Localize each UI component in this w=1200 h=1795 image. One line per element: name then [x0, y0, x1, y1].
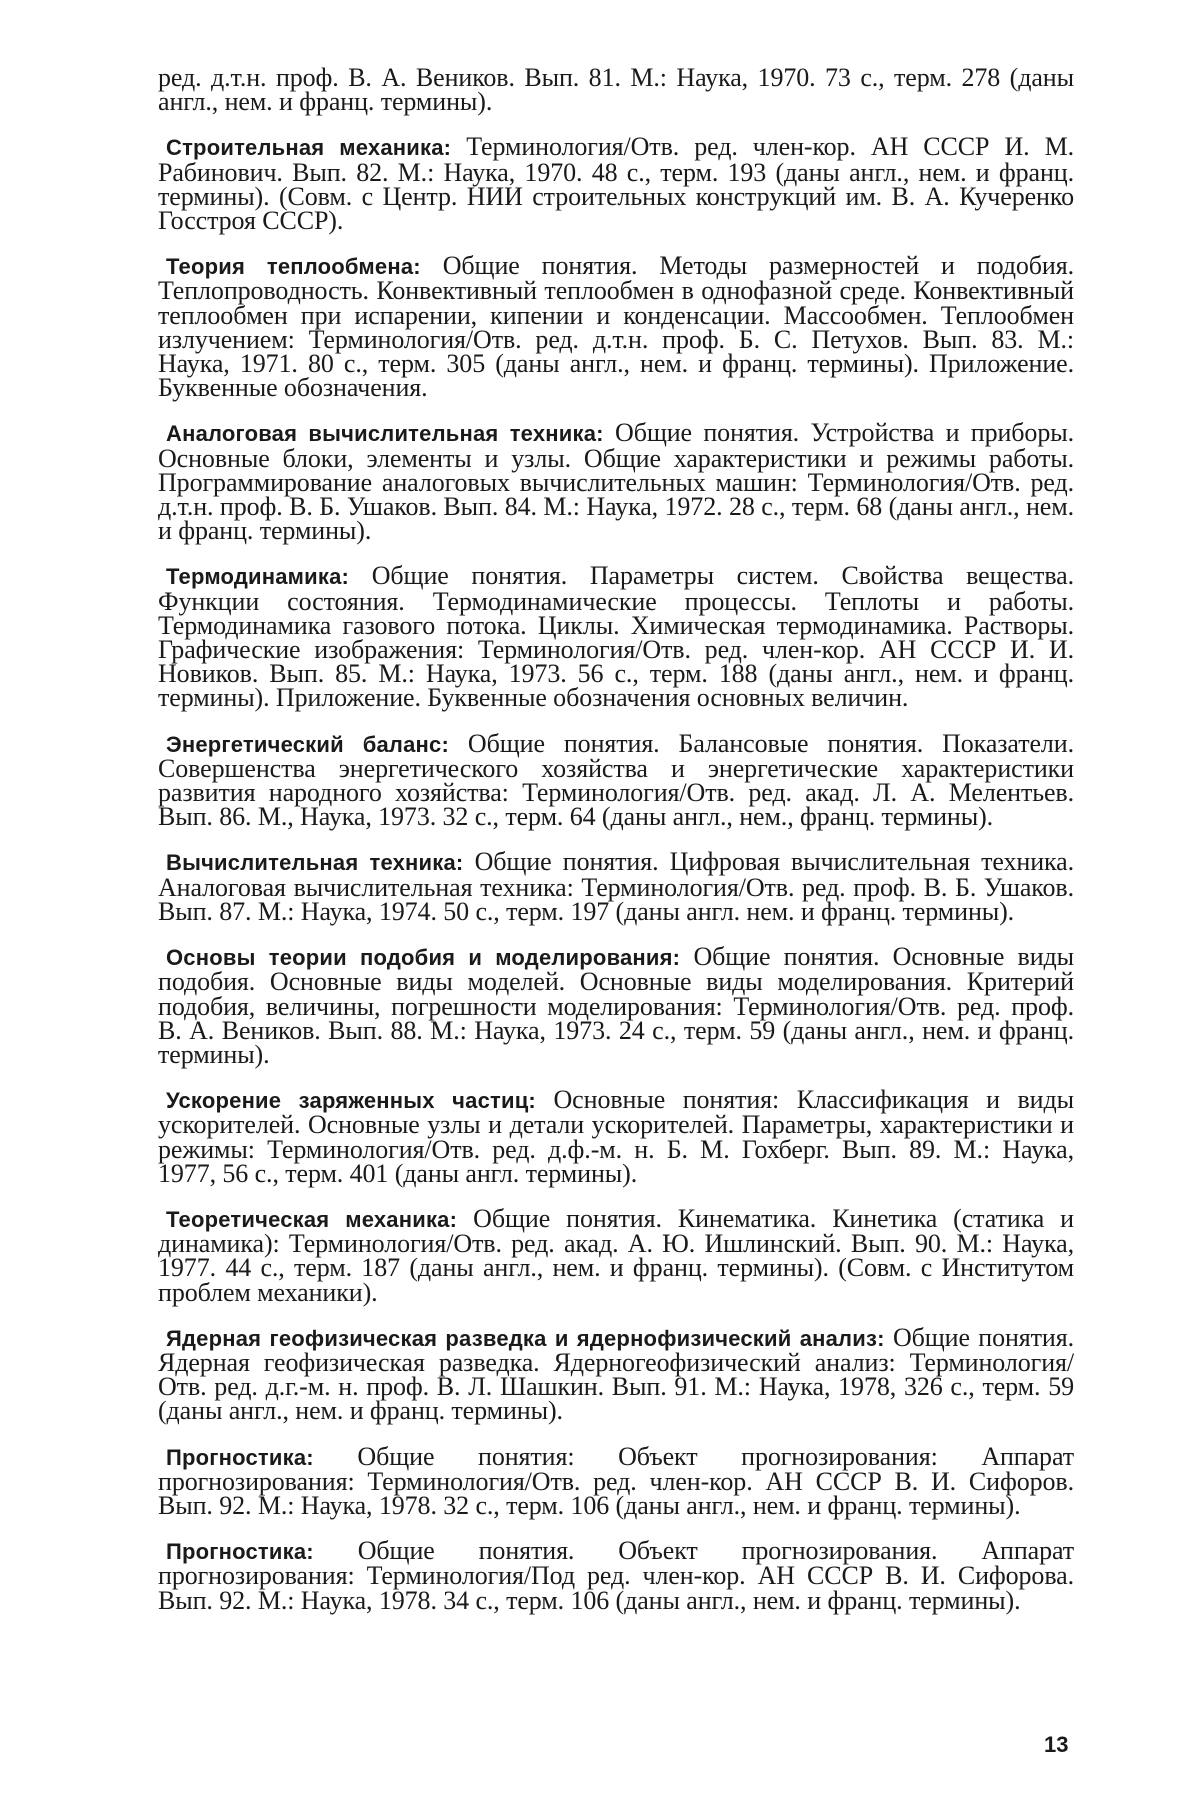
entry-heading: Вычислительная техника: — [166, 850, 464, 876]
entry-heading: Энергетический баланс: — [166, 731, 449, 757]
entry-heading: Ускорение заряженных частиц: — [166, 1088, 536, 1114]
entry-heading: Ядерная геофизическая разведка и ядернофизический анализ: — [166, 1325, 885, 1351]
entry-heading: Аналоговая вычислительная техника: — [166, 421, 604, 447]
entry-particle-acceleration — [158, 1085, 1074, 1188]
entry-heading: Теоретическая механика: — [166, 1206, 458, 1232]
entry-construction-mechanics — [158, 132, 1074, 236]
entry-body: Общие понятия. Объект прогнозирования. Аппарат прогнозирования: Терминология/Под ред. член-кор. АН СССР В. И. Сифорова. Вып. 92. М.: Наука, 1978. 34 с., терм. 106 (даны англ., нем. и франц. термины). — [158, 1536, 1074, 1615]
entry-prognostics-2 — [158, 1536, 1074, 1615]
entry-nuclear-geophysics — [158, 1322, 1074, 1426]
bibliography-list — [158, 63, 1075, 1634]
entry-heading: Строительная механика: — [166, 135, 452, 161]
entry-energy-balance — [158, 728, 1074, 832]
entry-prognostics-1 — [158, 1441, 1074, 1520]
entry-heading: Прогностика: — [166, 1539, 314, 1565]
entry-body: Общие понятия. Балансовые понятия. Показатели. Совершенства энергетического хозяйства и энергетические характеристики развития народного хозяйства: Терминология/Отв. ред. акад. Л. А. Мелентьев. Вып. 86. М., Наука, 1973. 32 с., терм. 64 (даны англ., нем., франц. термины). — [158, 728, 1074, 832]
entry-computing-technology — [158, 847, 1074, 926]
entry-body: Общие понятия. Ядерная геофизическая разведка. Ядерногеофизический анализ: Терминология/Отв. ред. д.г.-м. н. проф. В. Л. Шашкин. Вып. 91. М.: Наука, 1978, 326 с., терм. 59 (даны англ., нем. и франц. термины). — [158, 1322, 1074, 1426]
entry-body: Терминология/Отв. ред. член-кор. АН СССР И. М. Рабинович. Вып. 82. М.: Наука, 1970. 48 с., терм. 193 (даны англ., нем. и франц. термины). (Совм. с Центр. НИИ строительных конструкций им. В. А. Кучеренко Госстроя СССР). — [158, 132, 1074, 236]
entry-body: Общие понятия. Параметры систем. Свойства вещества. Функции состояния. Термодинамические процессы. Теплоты и работы. Термодинамика газового потока. Циклы. Химическая термодинамика. Растворы. Графические изображения: Терминология/Отв. ред. член-кор. АН СССР И. И. Новиков. Вып. 85. М.: Наука, 1973. 56 с., терм. 188 (даны англ., нем. и франц. термины). Приложение. Буквенные обозначения основных величин. — [158, 561, 1074, 713]
entry-body: Общие понятия: Объект прогнозирования: Аппарат прогнозирования: Терминология/Отв. ред. член-кор. АН СССР В. И. Сифоров. Вып. 92. М.: Наука, 1978. 32 с., терм. 106 (даны англ., нем. и франц. термины). — [158, 1441, 1074, 1520]
entry-body: Общие понятия. Цифровая вычислительная техника. Аналоговая вычислительная техника: Терминология/Отв. ред. проф. В. Б. Ушаков. Вып. 87. М.: Наука, 1974. 50 с., терм. 197 (даны англ. нем. и франц. термины). — [158, 847, 1074, 926]
entry-heading: Основы теории подобия и моделирования: — [166, 945, 681, 971]
entry-heading: Термодинамика: — [166, 564, 350, 590]
entry-theoretical-mechanics — [158, 1203, 1074, 1307]
entry-thermodynamics — [158, 561, 1074, 713]
entry-body: Основные понятия: Классификация и виды ускорителей. Основные узлы и детали ускорителей. Параметры, характеристики и режимы: Терминология/Отв. ред. д.ф.-м. н. Б. М. Гохберг. Вып. 89. М.: Наука, 1977, 56 с., терм. 401 (даны англ. термины). — [158, 1085, 1074, 1188]
entry-body: Общие понятия. Основные виды подобия. Основные виды моделей. Основные виды моделирования. Критерий подобия, величины, погрешности моделирования: Терминология/Отв. ред. проф. В. А. Веников. Вып. 88. М.: Наука, 1973. 24 с., терм. 59 (даны англ., нем. и франц. термины). — [158, 942, 1075, 1069]
entry-body: Общие понятия. Устройства и приборы. Основные блоки, элементы и узлы. Общие характеристики и режимы работы. Программирование аналоговых вычислительных машин: Терминология/Отв. ред. д.т.н. проф. В. Б. Ушаков. Вып. 84. М.: Наука, 1972. 28 с., терм. 68 (даны англ., нем. и франц. термины). — [158, 418, 1074, 546]
entry-heading: Теория теплообмена: — [166, 254, 421, 280]
page-number: 13 — [1044, 1732, 1069, 1757]
entry-body: Общие понятия. Кинематика. Кинетика (статика и динамика): Терминология/Отв. ред. акад. А. Ю. Ишлинский. Вып. 90. М.: Наука, 1977. 44 с., терм. 187 (даны англ., нем. и франц. термины). (Совм. с Институтом проблем механики). — [158, 1203, 1074, 1307]
entry-heading: Прогностика: — [166, 1444, 314, 1470]
continuation-text: ред. д.т.н. проф. В. А. Веников. Вып. 81. М.: Наука, 1970. 73 с., терм. 278 (даны англ., нем. и франц. термины). — [158, 63, 1074, 117]
entry-similarity-modeling — [158, 942, 1075, 1069]
continuation-entry — [158, 63, 1074, 117]
entry-analog-computing — [158, 418, 1074, 546]
entry-heat-exchange-theory — [158, 251, 1074, 403]
entry-body: Общие понятия. Методы размерностей и подобия. Теплопроводность. Конвективный теплообмен в однофазной среде. Конвективный теплообмен при испарении, кипении и конденсации. Массообмен. Теплообмен излучением: Терминология/Отв. ред. д.т.н. проф. Б. С. Петухов. Вып. 83. М.: Наука, 1971. 80 с., терм. 305 (даны англ., нем. и франц. термины). Приложение. Буквенные обозначения. — [158, 251, 1074, 403]
